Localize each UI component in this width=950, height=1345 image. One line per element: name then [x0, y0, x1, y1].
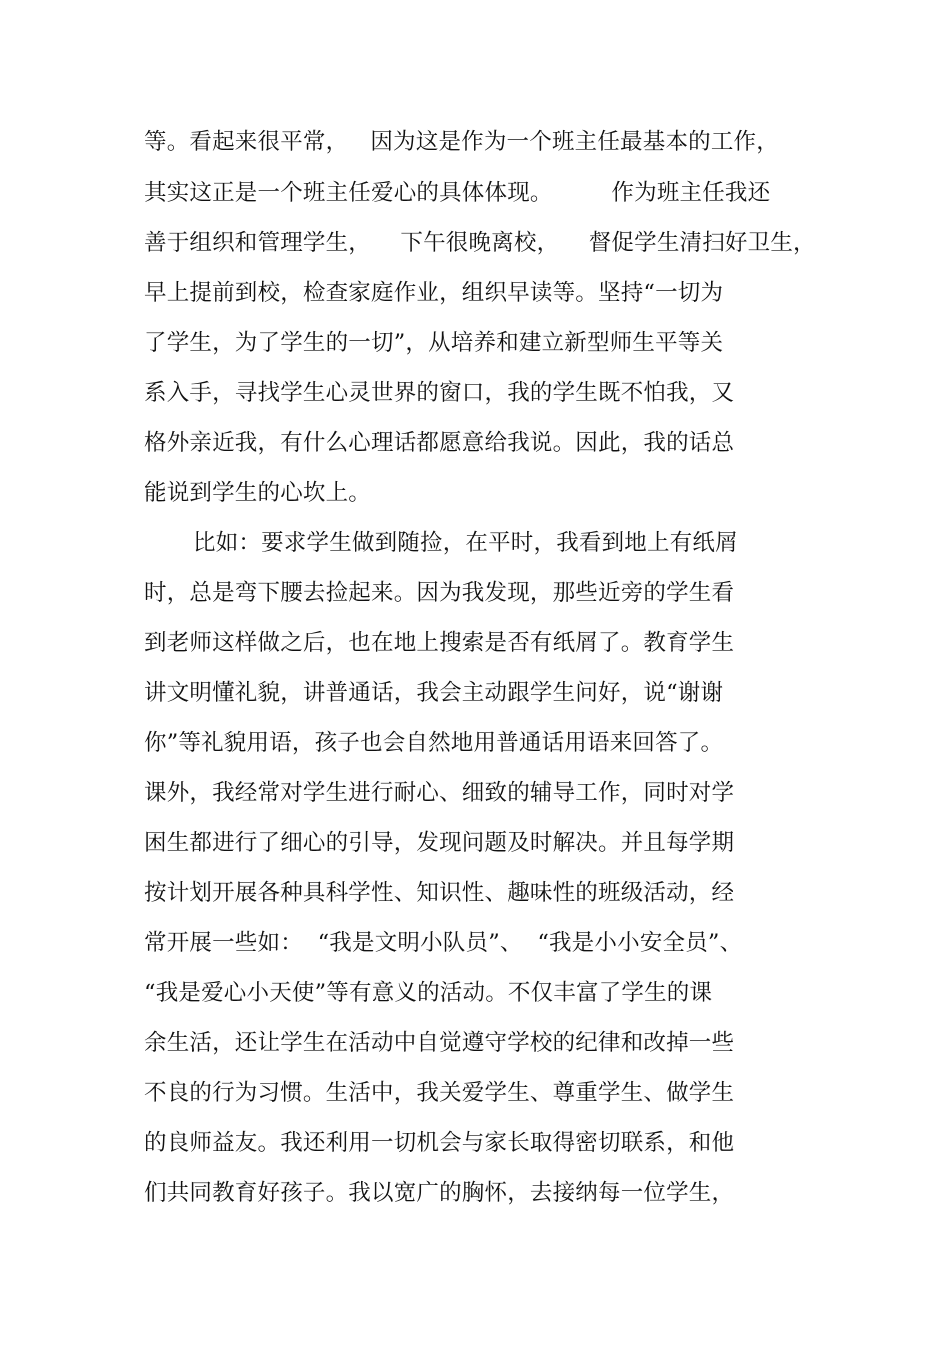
text-line: 们共同教育好孩子。我以宽广的胸怀，去接纳每一位学生， [144, 1180, 735, 1206]
text-line: 能说到学生的心坎上。 [144, 480, 372, 506]
text-line: 不良的行为习惯。生活中，我关爱学生、尊重学生、做学生 [144, 1080, 735, 1106]
text-line: 其实这正是一个班主任爱心的具体体现。 作为班主任我还 [144, 180, 771, 206]
text-line: 系入手，寻找学生心灵世界的窗口，我的学生既不怕我，又 [144, 380, 735, 406]
text-line: “我是爱心小天使”等有意义的活动。不仅丰富了学生的课 [144, 980, 713, 1006]
paragraph-first-line: 比如：要求学生做到随捡，在平时，我看到地上有纸屑 [193, 530, 738, 556]
text-line: 的良师益友。我还利用一切机会与家长取得密切联系，和他 [144, 1130, 735, 1156]
text-line: 格外亲近我，有什么心理话都愿意给我说。因此，我的话总 [144, 430, 735, 456]
text-line: 按计划开展各种具科学性、知识性、趣味性的班级活动，经 [144, 880, 735, 906]
text-line: 等。看起来很平常， 因为这是作为一个班主任最基本的工作， [144, 129, 779, 155]
text-line: 讲文明懂礼貌，讲普通话，我会主动跟学生问好，说“谢谢 [144, 680, 724, 706]
text-line: 时，总是弯下腰去捡起来。因为我发现，那些近旁的学生看 [144, 580, 735, 606]
text-line: 常开展一些如： “我是文明小队员”、 “我是小小安全员”、 [144, 930, 743, 956]
text-line: 了学生，为了学生的一切”，从培养和建立新型师生平等关 [144, 330, 724, 356]
text-line: 余生活，还让学生在活动中自觉遵守学校的纪律和改掉一些 [144, 1030, 735, 1056]
text-line: 到老师这样做之后，也在地上搜索是否有纸屑了。教育学生 [144, 630, 735, 656]
text-line: 你”等礼貌用语，孩子也会自然地用普通话用语来回答了。 [144, 730, 724, 756]
text-line: 课外，我经常对学生进行耐心、细致的辅导工作，同时对学 [144, 780, 735, 806]
text-line: 早上提前到校，检查家庭作业，组织早读等。坚持“一切为 [144, 280, 724, 306]
text-line: 善于组织和管理学生， 下午很晚离校， 督促学生清扫好卫生， [144, 230, 816, 256]
text-line: 困生都进行了细心的引导，发现问题及时解决。并且每学期 [144, 830, 735, 856]
